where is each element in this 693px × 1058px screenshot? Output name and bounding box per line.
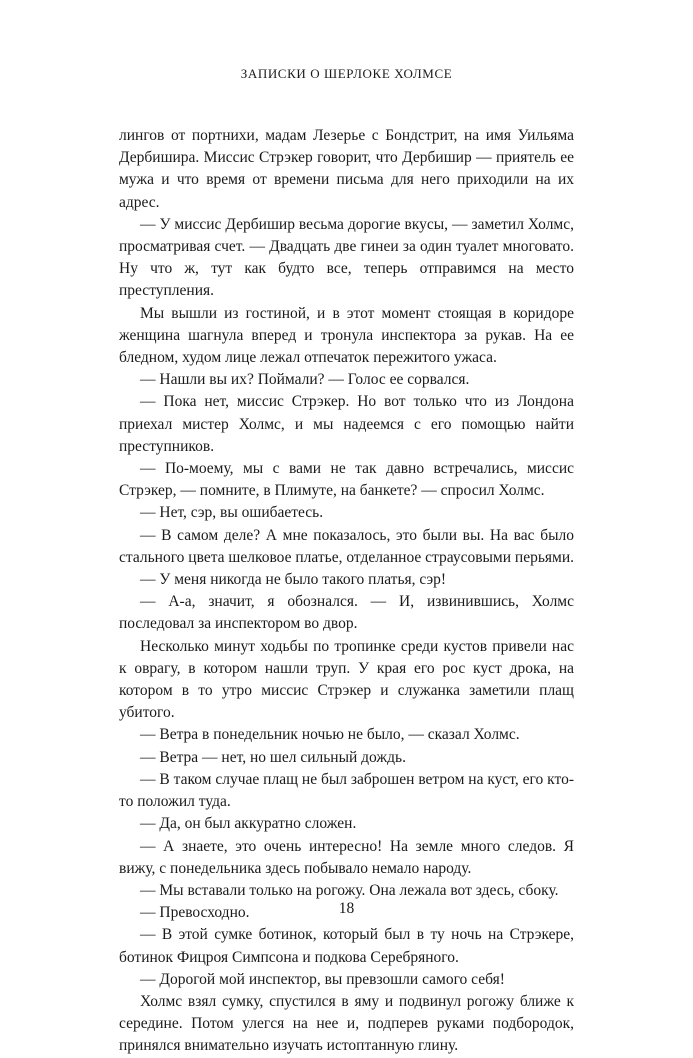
paragraph: — У меня никогда не было такого платья, сэр! <box>140 571 447 589</box>
paragraph: Несколько минут ходьбы по тропинке среди кустов привели нас к оврагу, в котором нашли труп. У края его рос куст дрока, на котором в то утро миссис Стрэкер и служанка заметили плащ убитого. <box>119 637 574 722</box>
paragraph: — В самом деле? А мне показалось, это были вы. На вас было стального цвета шелковое платье, отделанное страусовыми перьями. <box>119 526 575 566</box>
paragraph: — В таком случае плащ не был заброшен ветром на куст, его кто-то положил туда. <box>119 770 574 811</box>
paragraph: — А-а, значит, я обознался. — И, извинившись, Холмс последовал за инспектором во двор. <box>119 593 574 633</box>
paragraph: — А знаете, это очень интересно! На земле много следов. Я вижу, с понедельника здесь побывало немало народу. <box>119 837 574 877</box>
paragraph: — По-моему, мы с вами не так давно встречались, миссис Стрэкер, — помните, в Плимуте, на банкете? — спросил Холмс. <box>119 460 574 500</box>
paragraph: — У миссис Дербишир весьма дорогие вкусы, — заметил Холмс, просматривая счет. — Двадцать две гинеи за один туалет многовато. Ну что ж, тут как будто все, теперь отправимся на место преступления. <box>119 215 574 300</box>
page-number: 18 <box>338 900 355 917</box>
paragraph: Холмс взял сумку, спустился в яму и подвинул рогожу ближе к середине. Потом улегся на нее и, подперев руками подбородок, принялся внимательно изучать истоптанную глину. <box>119 992 574 1055</box>
paragraph: — Да, он был аккуратно сложен. <box>140 815 357 833</box>
paragraph: — Пока нет, миссис Стрэкер. Но вот только что из Лондона приехал мистер Холмс, и мы надеемся с его помощью найти преступников. <box>119 393 574 455</box>
paragraph: — Ветра в понедельник ночью не было, — сказал Холмс. <box>140 726 520 744</box>
paragraph: — Мы вставали только на рогожу. Она лежала вот здесь, сбоку. <box>140 881 559 899</box>
paragraph: — Нет, сэр, вы ошибаетесь. <box>140 504 324 522</box>
paragraph: — Нашли вы их? Поймали? — Голос ее сорвался. <box>140 371 470 389</box>
paragraph: — Ветра — нет, но шел сильный дождь. <box>140 748 406 766</box>
running-head: ЗАПИСКИ О ШЕРЛОКЕ ХОЛМСЕ <box>240 66 453 81</box>
paragraph: Мы вышли из гостиной, и в этот момент стоящая в коридоре женщина шагнула вперед и тронула инспектора за рукав. На ее бледном, худом лице лежал отпечаток пережитого ужаса. <box>119 304 574 367</box>
paragraph: — Превосходно. <box>140 904 250 922</box>
paragraph: — Дорогой мой инспектор, вы превзошли самого себя! <box>140 970 505 988</box>
paragraph: — В этой сумке ботинок, который был в ту ночь на Стрэкере, ботинок Фицроя Симпсона и подкова Серебряного. <box>119 926 574 966</box>
paragraph: лингов от портнихи, мадам Лезерье с Бондстрит, на имя Уильяма Дербишира. Миссис Стрэкер говорит, что Дербишир — приятель ее мужа и что время от времени письма для него приходили на их адрес. <box>119 127 574 211</box>
